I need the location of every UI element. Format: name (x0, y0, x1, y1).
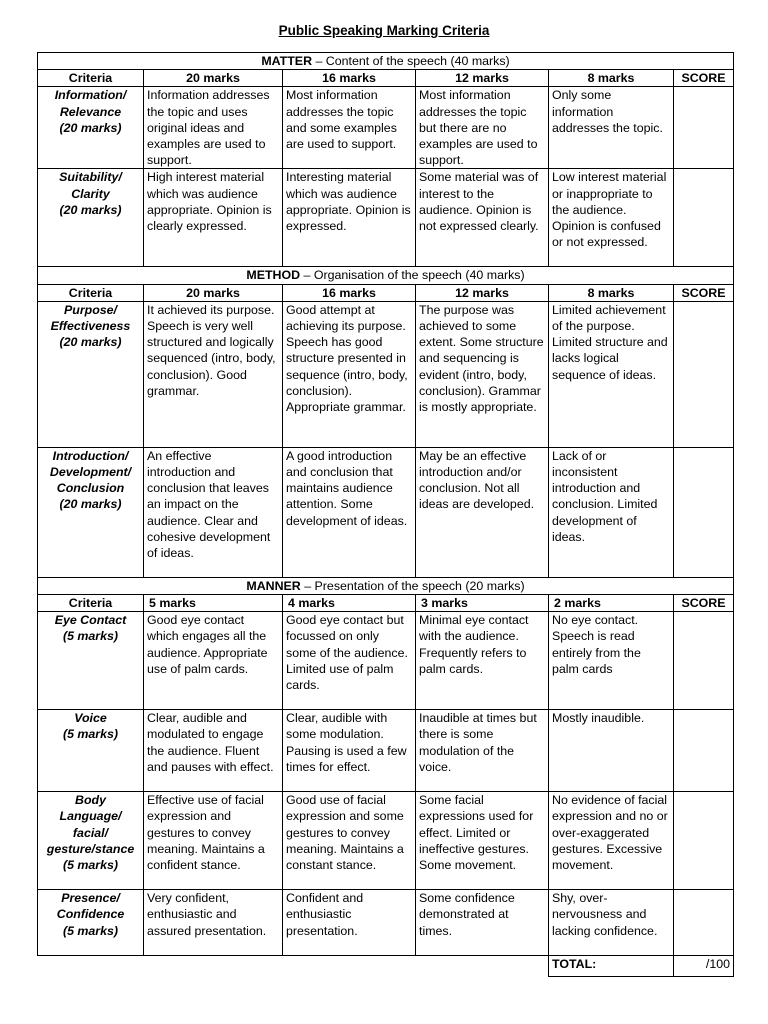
descriptor-cell: Mostly inaudible. (549, 710, 674, 792)
descriptor-cell: Clear, audible with some modulation. Pausing is used a few times for effect. (283, 710, 416, 792)
descriptor-cell: Interesting material which was audience appropriate. Opinion is expressed. (283, 169, 416, 267)
criteria-label: Voice (5 marks) (62, 711, 119, 742)
column-header: 8 marks (549, 70, 674, 87)
criteria-row (38, 890, 734, 956)
column-header-row (38, 70, 734, 87)
column-header: 12 marks (416, 284, 549, 301)
score-cell[interactable] (674, 447, 734, 577)
criteria-row (38, 301, 734, 447)
score-cell[interactable] (674, 710, 734, 792)
column-header: 12 marks (416, 70, 549, 87)
descriptor-cell: Effective use of facial expression and gestures to convey meaning. Maintains a confident stance. (144, 792, 283, 890)
descriptor-cell: An effective introduction and conclusion that leaves an impact on the audience. Clear and cohesive development of ideas. (144, 447, 283, 577)
score-cell[interactable] (674, 612, 734, 710)
section-subtitle: – Presentation of the speech (20 marks) (300, 578, 525, 593)
score-cell[interactable] (674, 301, 734, 447)
criteria-label: Presence/ Confidence (5 marks) (56, 891, 125, 938)
column-header: 2 marks (549, 595, 674, 612)
descriptor-cell: Minimal eye contact with the audience. Frequently refers to palm cards. (416, 612, 549, 710)
marking-criteria-table (37, 52, 734, 977)
column-header: Criteria (38, 284, 144, 301)
descriptor-cell: Good eye contact which engages all the audience. Appropriate use of palm cards. (144, 612, 283, 710)
descriptor-cell: Confident and enthusiastic presentation. (283, 890, 416, 956)
column-header-row (38, 284, 734, 301)
column-header: 16 marks (283, 284, 416, 301)
section-subtitle: – Content of the speech (40 marks) (312, 54, 510, 68)
section-heading-matter (38, 53, 734, 70)
descriptor-cell: High interest material which was audience appropriate. Opinion is clearly expressed. (144, 169, 283, 267)
criteria-label: Introduction/ Development/ Conclusion (20 marks) (49, 448, 132, 512)
column-header: 4 marks (283, 595, 416, 612)
criteria-row (38, 792, 734, 890)
column-header: 20 marks (144, 284, 283, 301)
descriptor-cell: No evidence of facial expression and no or over-exaggerated gestures. Excessive movement. (549, 792, 674, 890)
criteria-row (38, 612, 734, 710)
descriptor-cell: Most information addresses the topic and some examples are used to support. (283, 87, 416, 169)
descriptor-cell: Limited achievement of the purpose. Limited structure and lacks logical sequence of ideas. (549, 301, 674, 447)
descriptor-cell: Some facial expressions used for effect. Limited or ineffective gestures. Some movement. (416, 792, 549, 890)
criteria-row (38, 169, 734, 267)
descriptor-cell: Low interest material or inappropriate to the audience. Opinion is confused or not expressed. (549, 169, 674, 267)
section-subtitle: – Organisation of the speech (40 marks) (300, 268, 525, 283)
column-header: 5 marks (144, 595, 283, 612)
criteria-row (38, 447, 734, 577)
criteria-label: Eye Contact (5 marks) (54, 613, 127, 644)
column-header: Criteria (38, 70, 144, 87)
criteria-row (38, 710, 734, 792)
descriptor-cell: Very confident, enthusiastic and assured presentation. (144, 890, 283, 956)
column-header: SCORE (674, 595, 734, 612)
column-header: SCORE (674, 284, 734, 301)
score-cell[interactable] (674, 169, 734, 267)
section-heading-method (38, 267, 734, 284)
criteria-label: Information/ Relevance (20 marks) (54, 88, 127, 135)
score-cell[interactable] (674, 87, 734, 169)
page-title: Public Speaking Marking Criteria (278, 23, 490, 38)
column-header: 8 marks (549, 284, 674, 301)
descriptor-cell: Clear, audible and modulated to engage the audience. Fluent and pauses with effect. (144, 710, 283, 792)
descriptor-cell: Lack of or inconsistent introduction and conclusion. Limited development of ideas. (549, 447, 674, 577)
criteria-label: Purpose/ Effectiveness (20 marks) (50, 302, 131, 350)
column-header: 20 marks (144, 70, 283, 87)
score-cell[interactable] (674, 890, 734, 956)
descriptor-cell: No eye contact. Speech is read entirely from the palm cards (549, 612, 674, 710)
descriptor-cell: Only some information addresses the topic. (549, 87, 674, 169)
descriptor-cell: A good introduction and conclusion that maintains audience attention. Some development of ideas. (283, 447, 416, 577)
column-header: SCORE (674, 70, 734, 87)
criteria-label: Suitability/ Clarity (20 marks) (59, 170, 122, 217)
descriptor-cell: Some material was of interest to the audience. Opinion is not expressed clearly. (416, 169, 549, 267)
descriptor-cell: Good eye contact but focussed on only some of the audience. Limited use of palm cards. (283, 612, 416, 710)
column-header: 16 marks (283, 70, 416, 87)
total-row (38, 956, 734, 977)
criteria-label: Body Language/ facial/ gesture/stance (5 marks) (46, 793, 135, 873)
criteria-row (38, 87, 734, 169)
descriptor-cell: Inaudible at times but there is some modulation of the voice. (416, 710, 549, 792)
section-heading-manner (38, 577, 734, 594)
score-cell[interactable] (674, 792, 734, 890)
descriptor-cell: The purpose was achieved to some extent. Some structure and sequencing is evident (intro, body, conclusion). Grammar is mostly appropriate. (416, 301, 549, 447)
column-header: Criteria (38, 595, 144, 612)
descriptor-cell: Good attempt at achieving its purpose. Speech has good structure presented in sequence (intro, body, conclusion). Appropriate grammar. (283, 301, 416, 447)
section-title: MATTER (261, 54, 313, 68)
section-title: METHOD (246, 268, 301, 283)
total-value[interactable]: /100 (674, 956, 734, 977)
column-header-row (38, 595, 734, 612)
descriptor-cell: It achieved its purpose. Speech is very well structured and logically sequenced (intro, body, conclusion). Good grammar. (144, 301, 283, 447)
descriptor-cell: Some confidence demonstrated at times. (416, 890, 549, 956)
descriptor-cell: Shy, over-nervousness and lacking confidence. (549, 890, 674, 956)
total-label: TOTAL: (549, 956, 674, 977)
descriptor-cell: Most information addresses the topic but there are no examples are used to support. (416, 87, 549, 169)
column-header: 3 marks (416, 595, 549, 612)
descriptor-cell: Good use of facial expression and some gestures to convey meaning. Maintains a constant stance. (283, 792, 416, 890)
descriptor-cell: May be an effective introduction and/or conclusion. Not all ideas are developed. (416, 447, 549, 577)
descriptor-cell: Information addresses the topic and uses original ideas and examples are used to support. (144, 87, 283, 169)
section-title: MANNER (246, 578, 301, 593)
